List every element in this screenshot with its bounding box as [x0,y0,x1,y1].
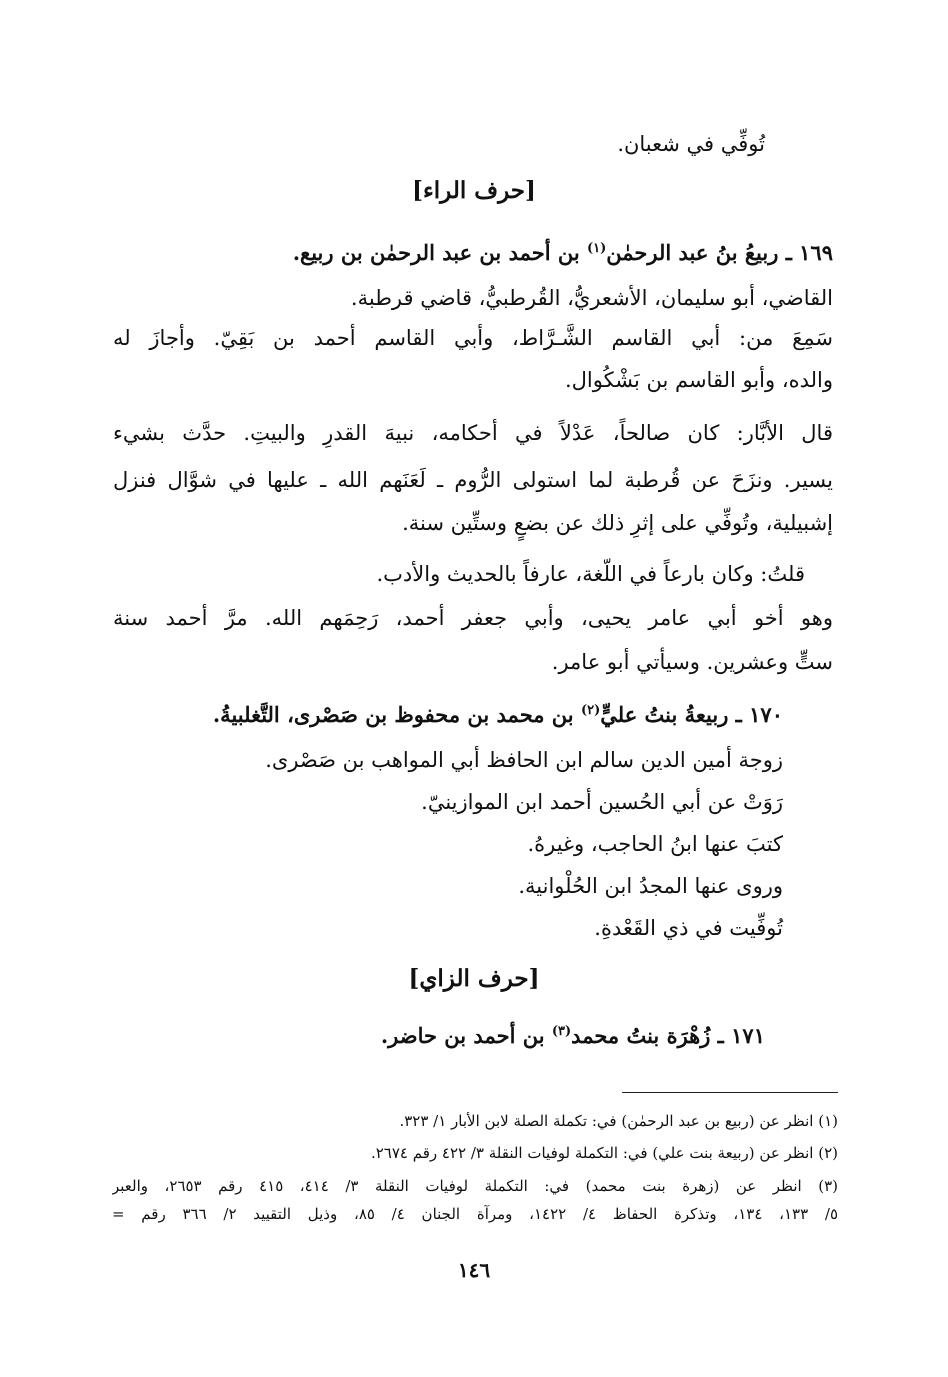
entry-171-lineage: بن أحمد بن حاضر. [380,1023,552,1048]
text-line-9: قلتُ: وكان بارعاً في اللّغة، عارفاً بالحديث والأدب. [376,562,805,586]
entry-170-heading [213,699,783,731]
text-line-15: كتبَ عنها ابنُ الحاجب، وغيرهُ. [527,832,783,856]
text-line-4: سَمِعَ من: أبي القاسم الشَّـرَّاط، وأبي القاسم أحمد بن بَقِيّ. وأجازَ له [113,326,833,350]
footnote-ref-2: (٢) [580,703,601,718]
entry-171-heading [381,1020,765,1052]
text-line-8: إشبيلية، وتُوفِّي على إثرِ ذلك عن بضعٍ وستِّين سنة. [402,511,833,535]
section-heading-zay: [حرف الزاي] [408,965,540,992]
text-line-7: يسير. ونزَحَ عن قُرطبة لما استولى الرُّوم ـ لَعَنَهم الله ـ عليها في شوَّال فنزل [113,468,833,492]
text-line-17: تُوفِّيت في ذي القَعْدةِ. [594,916,783,940]
footnote-3-line-2: ٥/ ١٣٣، ١٣٤، وتذكرة الحفاظ ٤/ ١٤٢٢، ومرآة الجنان ٤/ ٨٥، وذيل التقييد ٢/ ٣٦٦ رقم = [112,1205,838,1223]
text-line-3: القاضي، أبو سليمان، الأشعريُّ، القُرطبيُّ، قاضي قرطبة. [350,286,833,310]
entry-171-name: ١٧١ ـ زُهْرَة بنتُ محمد [571,1023,765,1048]
footnote-1: (١) انظر عن (ربيع بن عبد الرحمٰن) في: تكملة الصلة لابن الأبار ١/ ٣٢٣. [399,1112,838,1130]
text-line-10: وهو أخو أبي عامر يحيى، وأبي جعفر أحمد، رَحِمَهم الله. مرَّ أحمد سنة [113,606,833,630]
entry-169-lineage: بن أحمد بن عبد الرحمٰن بن ربيع. [292,240,587,265]
page-number: ١٤٦ [457,1258,491,1282]
entry-170-lineage: بن محمد بن محفوظ بن صَصْرى، التَّغلبيةُ. [212,702,581,727]
footnote-separator [622,1092,838,1093]
text-line-5: والده، وأبو القاسم بن بَشْكُوال. [565,368,833,392]
text-line-13: زوجة أمين الدين سالم ابن الحافظ أبي المواهب بن صَصْرى. [265,748,783,772]
text-line-1: تُوفِّي في شعبان. [617,132,765,156]
text-line-11: ستٍّ وعشرين. وسيأتي أبو عامر. [551,650,833,674]
entry-169-heading [293,237,833,269]
text-line-6: قال الأبَّار: كان صالحاً، عَدْلاً في أحكامه، نبيهَ القدرِ والبيتِ. حدَّث بشيء [113,421,833,445]
footnote-3-line-1: (٣) انظر عن (زهرة بنت محمد) في: التكملة لوفيات النقلة ٣/ ٤١٤، ٤١٥ رقم ٢٦٥٣، والعبر [112,1177,838,1195]
footnote-2: (٢) انظر عن (ربيعة بنت علي) في: التكملة لوفيات النقلة ٣/ ٤٢٢ رقم ٢٦٧٤. [370,1144,838,1162]
text-line-14: رَوَتْ عن أبي الحُسين أحمد ابن الموازينيّ. [421,790,783,814]
entry-170-name: ١٧٠ ـ ربيعةُ بنتُ عليٍّ [600,702,783,727]
entry-169-name: ١٦٩ ـ ربيعُ بنُ عبد الرحمٰن [606,240,833,265]
text-line-16: وروى عنها المجدُ ابن الحُلْوانية. [518,874,783,898]
footnote-ref-3: (٣) [551,1024,572,1039]
section-heading-ra: [حرف الراء] [412,177,536,204]
footnote-ref-1: (١) [587,241,607,256]
